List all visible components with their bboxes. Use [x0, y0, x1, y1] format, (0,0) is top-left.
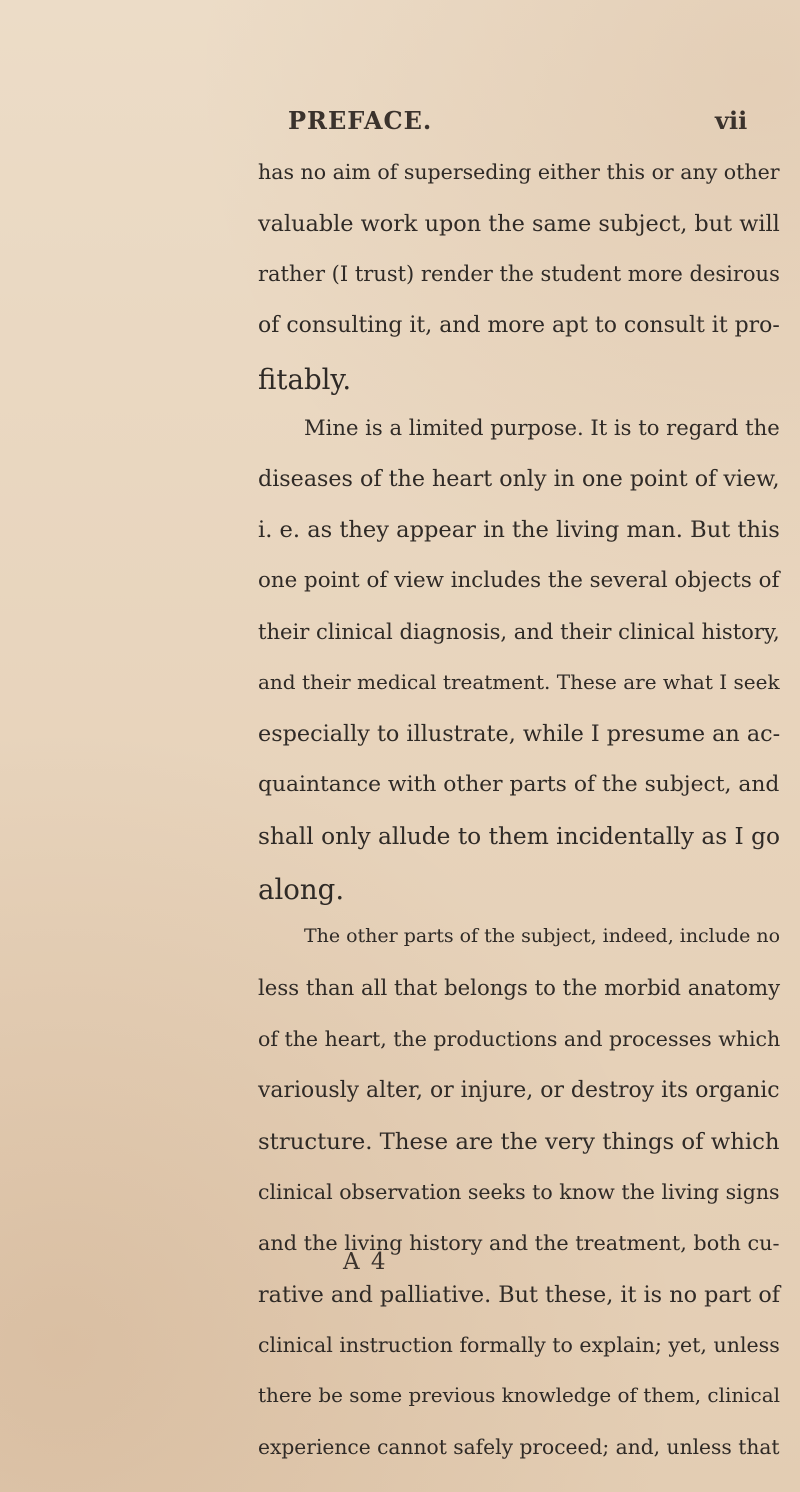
text-line: one point of view includes the several objects of — [258, 568, 780, 593]
text-line: rative and palliative. But these, it is no part of — [258, 1282, 781, 1308]
text-line: i. e. as they appear in the living man. But this — [258, 517, 780, 543]
text-line: their clinical diagnosis, and their clinical history, — [258, 619, 780, 644]
text-line: along. — [258, 873, 345, 906]
text-line: and the living history and the treatment, both cu- — [258, 1231, 780, 1255]
page-number: vii — [715, 106, 748, 135]
text-line: of the heart, the productions and processes which — [258, 1027, 781, 1051]
text-line: experience cannot safely proceed; and, unless that — [258, 1435, 780, 1459]
text-line: of consulting it, and more apt to consult it pro- — [258, 313, 780, 338]
text-line: less than all that belongs to the morbid anatomy — [258, 976, 781, 1001]
running-title: PREFACE. — [288, 106, 433, 135]
text-line: and their medical treatment. These are what I seek — [258, 670, 780, 694]
text-line: Mine is a limited purpose. It is to regard the — [304, 415, 780, 440]
text-line: clinical instruction formally to explain; yet, unless — [258, 1333, 780, 1357]
text-line: especially to illustrate, while I presume an ac- — [258, 721, 781, 747]
text-line: The other parts of the subject, indeed, include no — [304, 925, 780, 947]
text-line: variously alter, or injure, or destroy its organic — [258, 1078, 780, 1103]
text-line: shall only allude to them incidentally as I go — [258, 823, 781, 850]
text-line: quaintance with other parts of the subject, and — [258, 772, 780, 797]
page-header — [0, 106, 800, 140]
text-line: diseases of the heart only in one point of view, — [258, 466, 780, 492]
text-line: fitably. — [258, 363, 352, 396]
text-line: structure. These are the very things of which — [258, 1129, 780, 1155]
text-line: clinical observation seeks to know the living signs — [258, 1180, 780, 1204]
text-line: rather (I trust) render the student more desirous — [258, 262, 780, 286]
text-line: there be some previous knowledge of them, clinical — [258, 1383, 780, 1407]
signature-mark: A 4 — [343, 1249, 388, 1275]
text-line: has no aim of superseding either this or any other — [258, 160, 780, 184]
text-line: valuable work upon the same subject, but will — [258, 211, 780, 237]
